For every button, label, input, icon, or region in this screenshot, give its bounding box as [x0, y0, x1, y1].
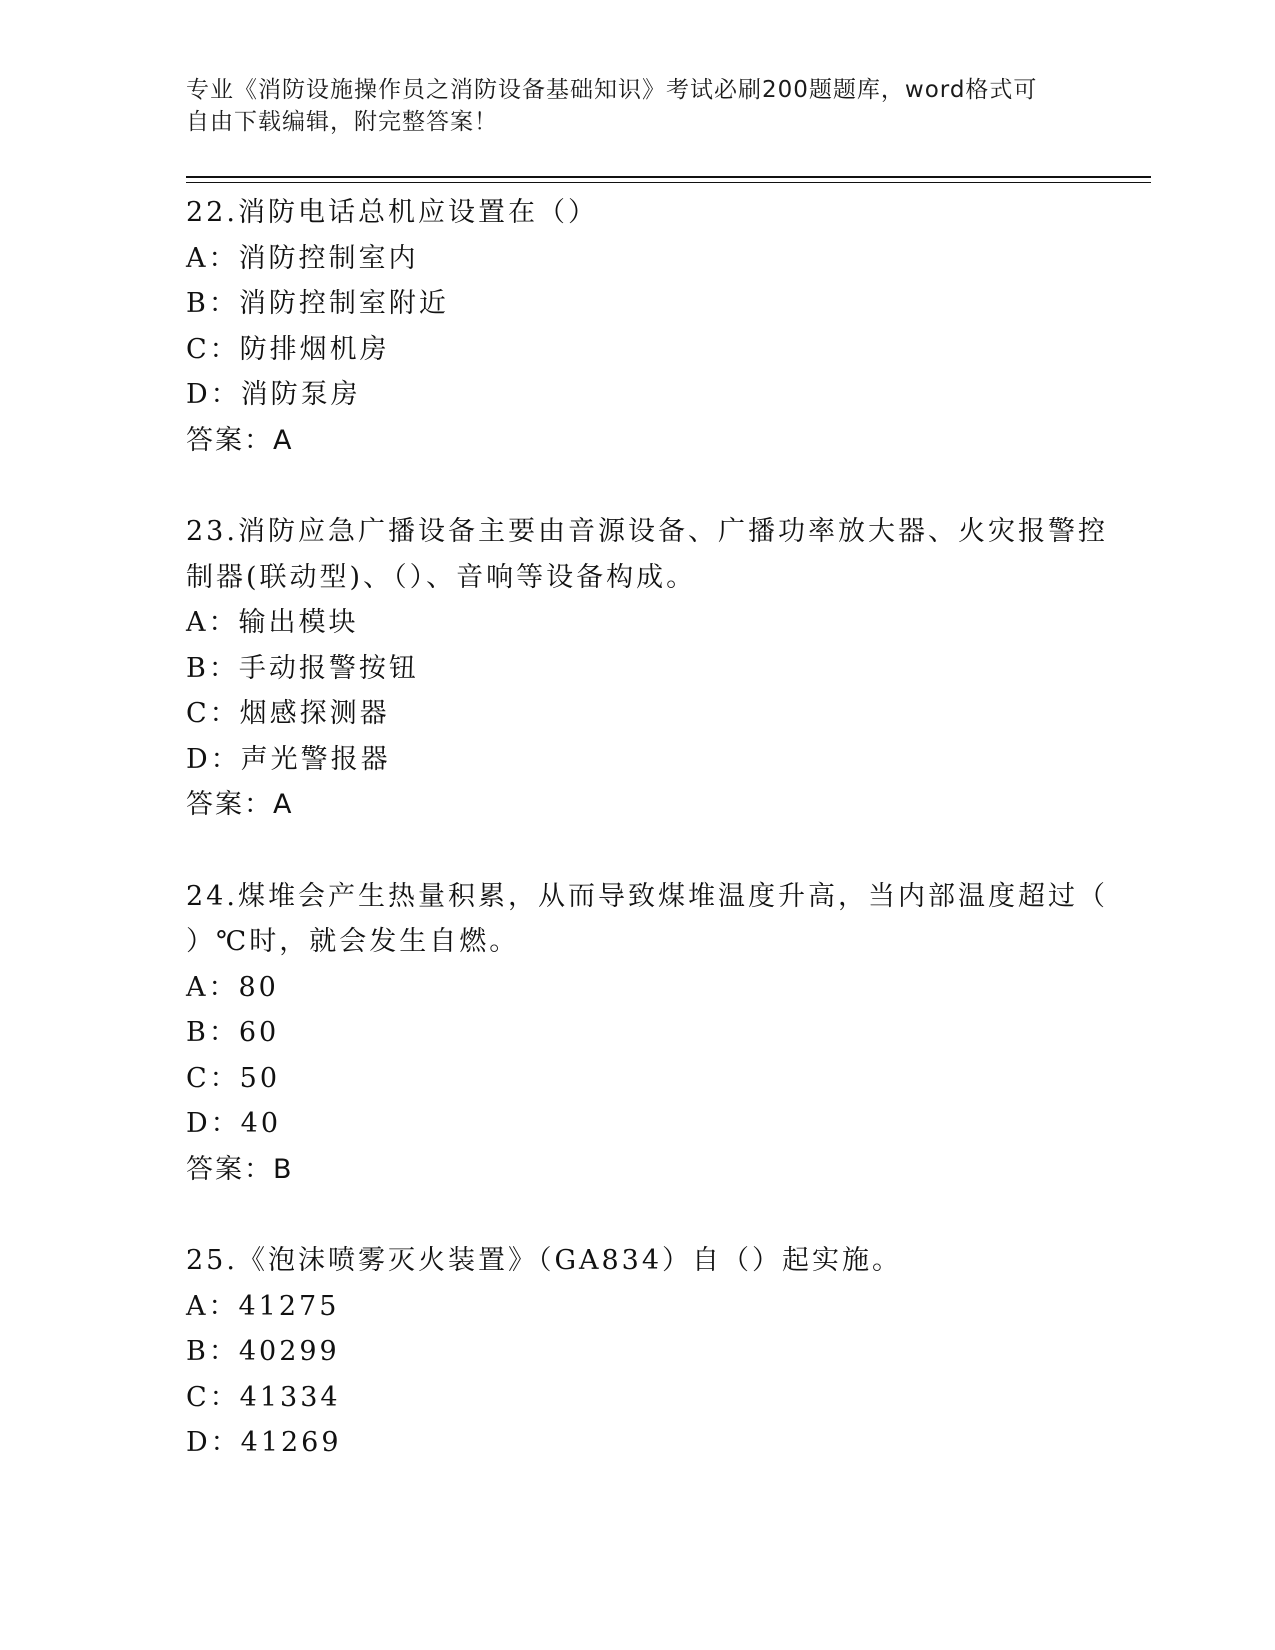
question-stem-continued: ）℃时，就会发生自燃。	[186, 926, 520, 957]
option-b: B：60	[186, 1017, 280, 1048]
option-b: B：40299	[186, 1336, 340, 1367]
question-stem: 25.《泡沫喷雾灭火装置》（GA834）自（）起实施。	[186, 1245, 903, 1276]
option-d: D：声光警报器	[186, 743, 391, 775]
question-stem-continued: 制器(联动型)、（）、音响等设备构成。	[186, 561, 697, 593]
answer-line: 答案：A	[186, 424, 294, 456]
option-c: C：防排烟机房	[186, 333, 390, 365]
question-stem: 22.消防电话总机应设置在（）	[186, 197, 598, 228]
question-23	[186, 509, 1108, 828]
option-a: A：41275	[186, 1290, 340, 1322]
question-list	[186, 190, 1108, 1512]
answer-line: 答案：B	[186, 1153, 294, 1185]
option-c: C：41334	[186, 1381, 341, 1413]
header-rule-thin	[186, 182, 1151, 183]
question-24	[186, 874, 1108, 1193]
option-b: B：消防控制室附近	[186, 288, 449, 319]
option-a: A：80	[186, 971, 279, 1003]
question-stem: 23.消防应急广播设备主要由音源设备、广播功率放大器、火灾报警控	[186, 516, 1108, 547]
option-a: A：输出模块	[186, 607, 359, 638]
question-stem: 24.煤堆会产生热量积累，从而导致煤堆温度升高，当内部温度超过（	[186, 880, 1108, 912]
option-c: C：烟感探测器	[186, 698, 390, 729]
question-22	[186, 190, 1086, 463]
option-d: D：41269	[186, 1427, 342, 1458]
option-b: B：手动报警按钮	[186, 652, 419, 684]
option-d: D：40	[186, 1108, 282, 1139]
header-rule-thick	[186, 176, 1151, 178]
option-c: C：50	[186, 1062, 281, 1094]
header-line-2: 自由下载编辑，附完整答案！	[186, 109, 498, 135]
option-d: D：消防泵房	[186, 379, 361, 410]
header-line-1: 专业《消防设施操作员之消防设备基础知识》考试必刷200题题库，word格式可	[186, 77, 1038, 103]
option-a: A：消防控制室内	[186, 242, 419, 274]
question-25	[186, 1238, 1086, 1466]
document-header	[186, 74, 1066, 138]
answer-line: 答案：A	[186, 789, 294, 820]
